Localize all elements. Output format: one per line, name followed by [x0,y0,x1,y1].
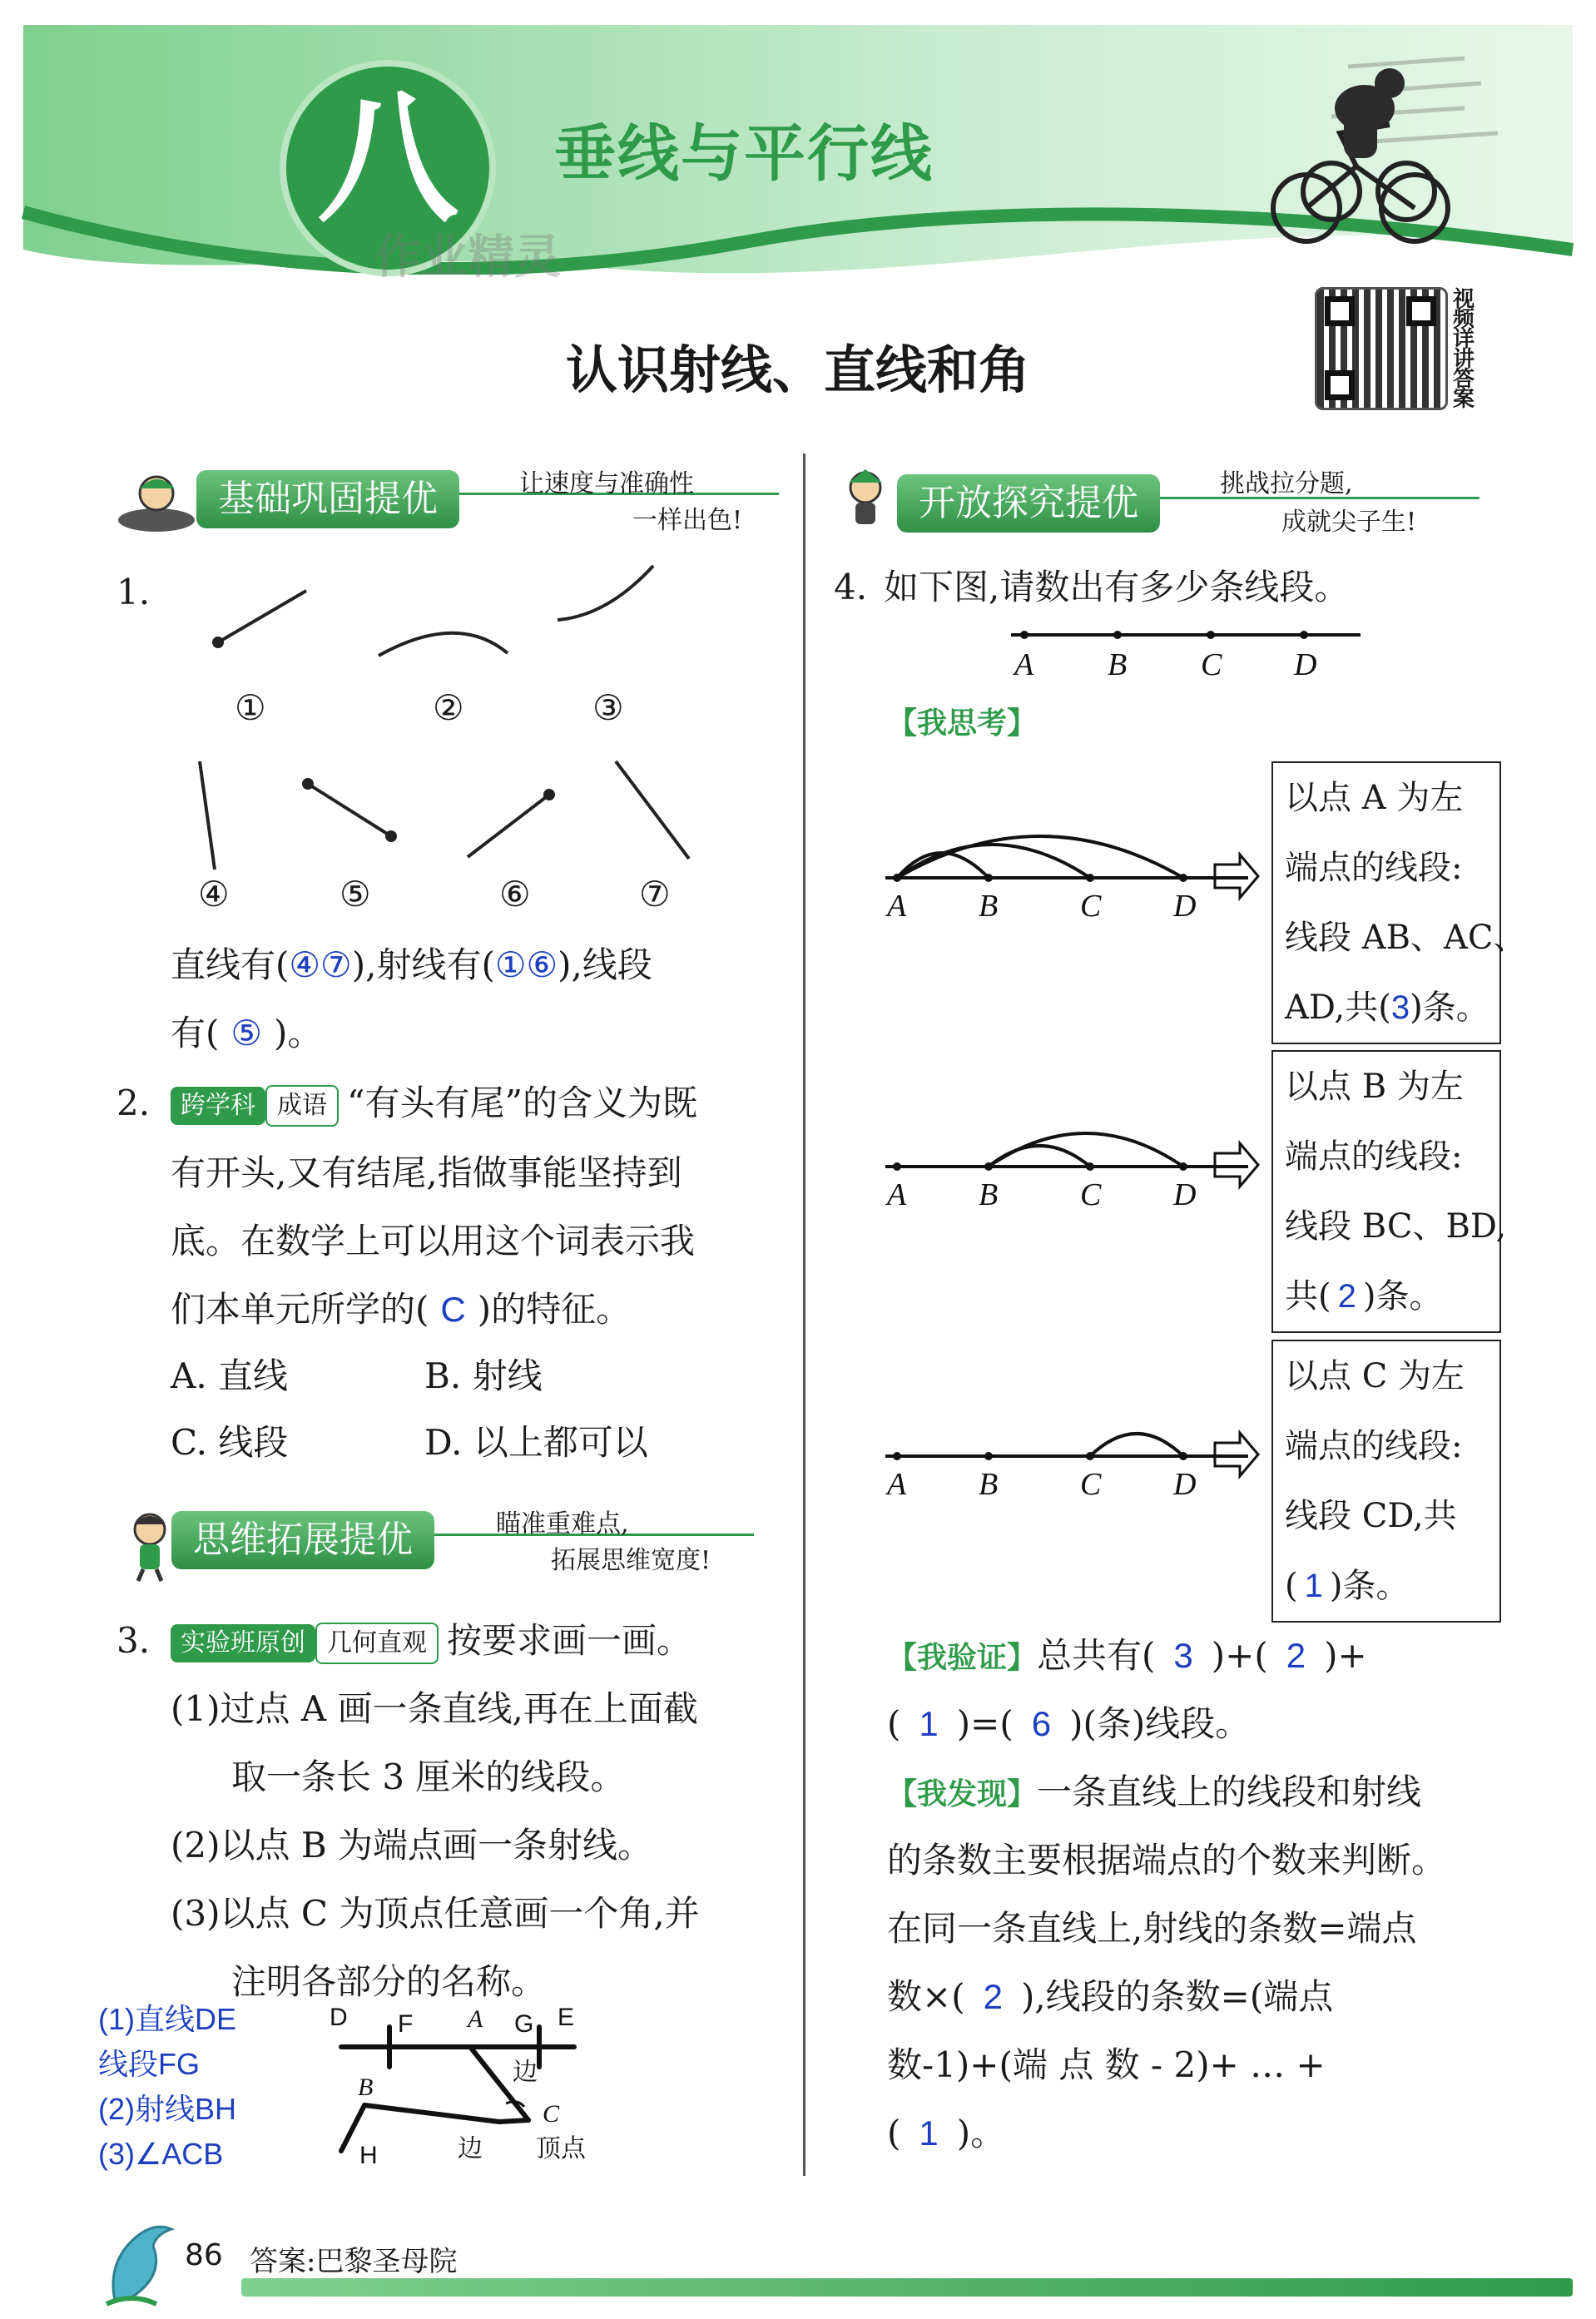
section-basic-label: 基础巩固提优 [196,470,459,528]
q4-c-point-C: C [1080,1467,1102,1502]
q4-discover-ans2[interactable]: 1 [919,2113,939,2153]
section-thinking-slogan2: 拓展思维宽度! [551,1546,711,1575]
section-thinking-slogan1: 瞄准重难点, [496,1509,629,1539]
q2-line3: 底。在数学上可以用这个词表示我 [171,1221,696,1261]
q1-label-6: ⑥ [499,874,531,914]
q3-answer-2[interactable]: 线段FG [98,2047,200,2081]
q1-number: 1. [116,572,151,612]
q4-discover-label: 【我发现】 [887,1777,1038,1811]
q3-diag-G: G [514,2010,534,2038]
q3-answer-4[interactable]: (3)∠ACB [98,2137,224,2171]
q3-part3a: (3)以点 C 为顶点任意画一个角,并 [171,1893,700,1934]
q4-a-point-A: A [887,889,907,924]
q4-verify-ans3[interactable]: 1 [919,1704,939,1743]
q4-discover-line5: 数-1)+(端 点 数 - 2)+ … + [887,2044,1326,2085]
q4-title: 如下图,请数出有多少条线段。 [884,567,1350,607]
q4-verify-label: 【我验证】 [887,1641,1038,1675]
q1-label-3: ③ [592,687,624,728]
q3-part2: (2)以点 B 为端点画一条射线。 [171,1825,653,1866]
q4-discover-ans1[interactable]: 2 [983,1977,1003,2016]
q4-point-C: C [1201,647,1222,682]
q3-diag-A: A [468,2005,483,2033]
q4-number: 4. [834,567,868,607]
q1-ans-lines[interactable]: ④⑦ [289,945,352,984]
q3-diag-B: B [358,2074,374,2101]
q4-think-diagram-c [882,1381,1265,1506]
q1-answer-line2: 有( ⑤ )。 [171,1013,323,1053]
q3-diag-H: H [359,2142,378,2169]
q1-label-5: ⑤ [340,874,371,914]
q3-answer-3[interactable]: (2)射线BH [98,2092,237,2126]
section-open-slogan1: 挑战拉分题, [1220,469,1353,498]
footer-band [241,2278,1573,2297]
q4-discover-line2: 的条数主要根据端点的个数来判断。 [887,1840,1447,1880]
q4-a-point-B: B [979,889,999,924]
q4-a-point-D: D [1173,889,1197,924]
unit-number: 八 [316,77,458,242]
q4-think-diagram-a [882,803,1265,928]
footer-answer-text: 答案:巴黎圣母院 [250,2245,458,2278]
qr-corner-tr [1406,296,1436,326]
q3-diag-D: D [330,2004,348,2031]
q3-diag-F: F [398,2010,414,2038]
q3-number: 3. [116,1620,151,1661]
q4-think-box-c: 以点 C 为左 端点的线段: 线段 CD,共 ( 1 )条。 [1271,1340,1501,1623]
q4-b-point-C: C [1080,1177,1102,1212]
dolphin-icon [98,2217,181,2309]
q4-think-box-a: 以点 A 为左 端点的线段: 线段 AB、AC、 AD,共(3)条。 [1271,761,1501,1044]
q4-b-point-B: B [979,1177,999,1212]
q4-discover-line4: 数×( 2 ),线段的条数=(端点 [887,1976,1334,2017]
section-basic-slogan1: 让速度与准确性 [519,469,694,498]
q4-verify-ans1[interactable]: 3 [1173,1636,1193,1675]
q3-part1b: 取一条长 3 厘米的线段。 [231,1757,626,1797]
unit-title: 垂线与平行线 [554,118,934,190]
q3-diag-C: C [543,2100,560,2128]
q3-answer-1[interactable]: (1)直线DE [98,2002,237,2036]
q1-label-4: ④ [198,874,230,914]
lesson-title: 认识射线、直线和角 [565,339,1030,400]
q4-box-b-answer[interactable]: 2 [1337,1278,1356,1315]
section-basic-slogan2: 一样出色! [632,506,743,535]
q4-c-point-D: D [1173,1467,1197,1502]
q4-b-point-D: D [1173,1177,1197,1212]
q2-answer[interactable]: C [440,1290,466,1329]
q2-option-c: C. 线段 [171,1422,289,1463]
watermark: 作业精灵 [374,230,561,285]
section-open-slogan2: 成就尖子生! [1281,508,1417,537]
q3-answer-diagram [325,1997,607,2172]
q4-verify-line1: 【我验证】总共有( 3 )+( 2 )+ [887,1635,1367,1676]
q2-tag-idiom: 成语 [265,1085,339,1127]
q4-box-a-answer[interactable]: 3 [1390,989,1410,1026]
q3-diag-vertex: 顶点 [536,2135,586,2163]
column-divider [803,453,805,2176]
q4-c-point-B: B [979,1467,999,1502]
q4-b-point-A: A [887,1177,907,1212]
q4-think-box-b: 以点 B 为左 端点的线段: 线段 BC、BD, 共( 2 )条。 [1271,1050,1501,1333]
section-thinking-label: 思维拓展提优 [171,1511,434,1569]
q2-option-b: B. 射线 [424,1355,543,1396]
q2-line2: 有开头,又有结尾,指做事能坚持到 [171,1152,682,1193]
q2-option-d: D. 以上都可以 [424,1422,648,1463]
q3-diag-E: E [558,2004,575,2031]
q4-box-c-answer[interactable]: 1 [1304,1568,1323,1604]
q3-tag-geometry: 几何直观 [315,1623,439,1664]
q2-tag-interdisciplinary: 跨学科 [171,1087,265,1125]
q4-main-line [1003,620,1377,686]
qr-corner-tl [1325,296,1355,326]
q3-diag-side1: 边 [513,2059,538,2086]
q1-label-2: ② [433,687,464,728]
q4-c-point-A: A [887,1467,907,1502]
q4-verify-line2: ( 1 )=( 6 )(条)线段。 [887,1703,1251,1744]
q4-discover-line1: 【我发现】一条直线上的线段和射线 [887,1771,1422,1812]
q4-point-B: B [1108,647,1128,682]
q4-point-A: A [1014,647,1034,682]
q1-label-1: ① [235,687,266,728]
q2-option-a: A. 直线 [171,1355,289,1396]
q1-ans-segments[interactable]: ⑤ [230,1013,263,1053]
q1-ans-rays[interactable]: ①⑥ [494,945,558,984]
q4-discover-line3: 在同一条直线上,射线的条数=端点 [887,1908,1417,1949]
q4-discover-line6: ( 1 )。 [887,2113,1006,2153]
q2-line1: 跨学科 成语 “有头有尾”的含义为既 [171,1068,697,1138]
q4-a-point-C: C [1080,889,1102,924]
q4-point-D: D [1294,647,1317,682]
q4-verify-ans2[interactable]: 2 [1286,1636,1306,1675]
q3-part1a: (1)过点 A 画一条直线,再在上面截 [171,1688,698,1729]
q2-line4: 们本单元所学的( C )的特征。 [171,1289,632,1330]
q1-label-7: ⑦ [639,874,671,914]
q1-answer-line1: 直线有(④⑦),射线有(①⑥),线段 [171,944,652,985]
cyclists-illustration [1265,58,1465,250]
mascot-basic-icon [115,470,198,537]
q4-verify-ans4[interactable]: 6 [1031,1704,1052,1743]
q3-tag-original: 实验班原创 [171,1624,315,1662]
q4-think-label: 【我思考】 [887,706,1038,741]
q3-diag-side2: 边 [458,2135,483,2163]
q4-think-diagram-b [882,1092,1265,1216]
q3-line1: 实验班原创 几何直观 按要求画一画。 [171,1606,691,1676]
q3-part3b: 注明各部分的名称。 [231,1961,547,2002]
qr-caption: 视频详讲答案 [1453,287,1475,412]
mascot-open-icon [832,468,899,534]
section-open-label: 开放探究提优 [897,474,1160,533]
q2-number: 2. [116,1083,151,1123]
page-number: 86 [185,2238,223,2272]
